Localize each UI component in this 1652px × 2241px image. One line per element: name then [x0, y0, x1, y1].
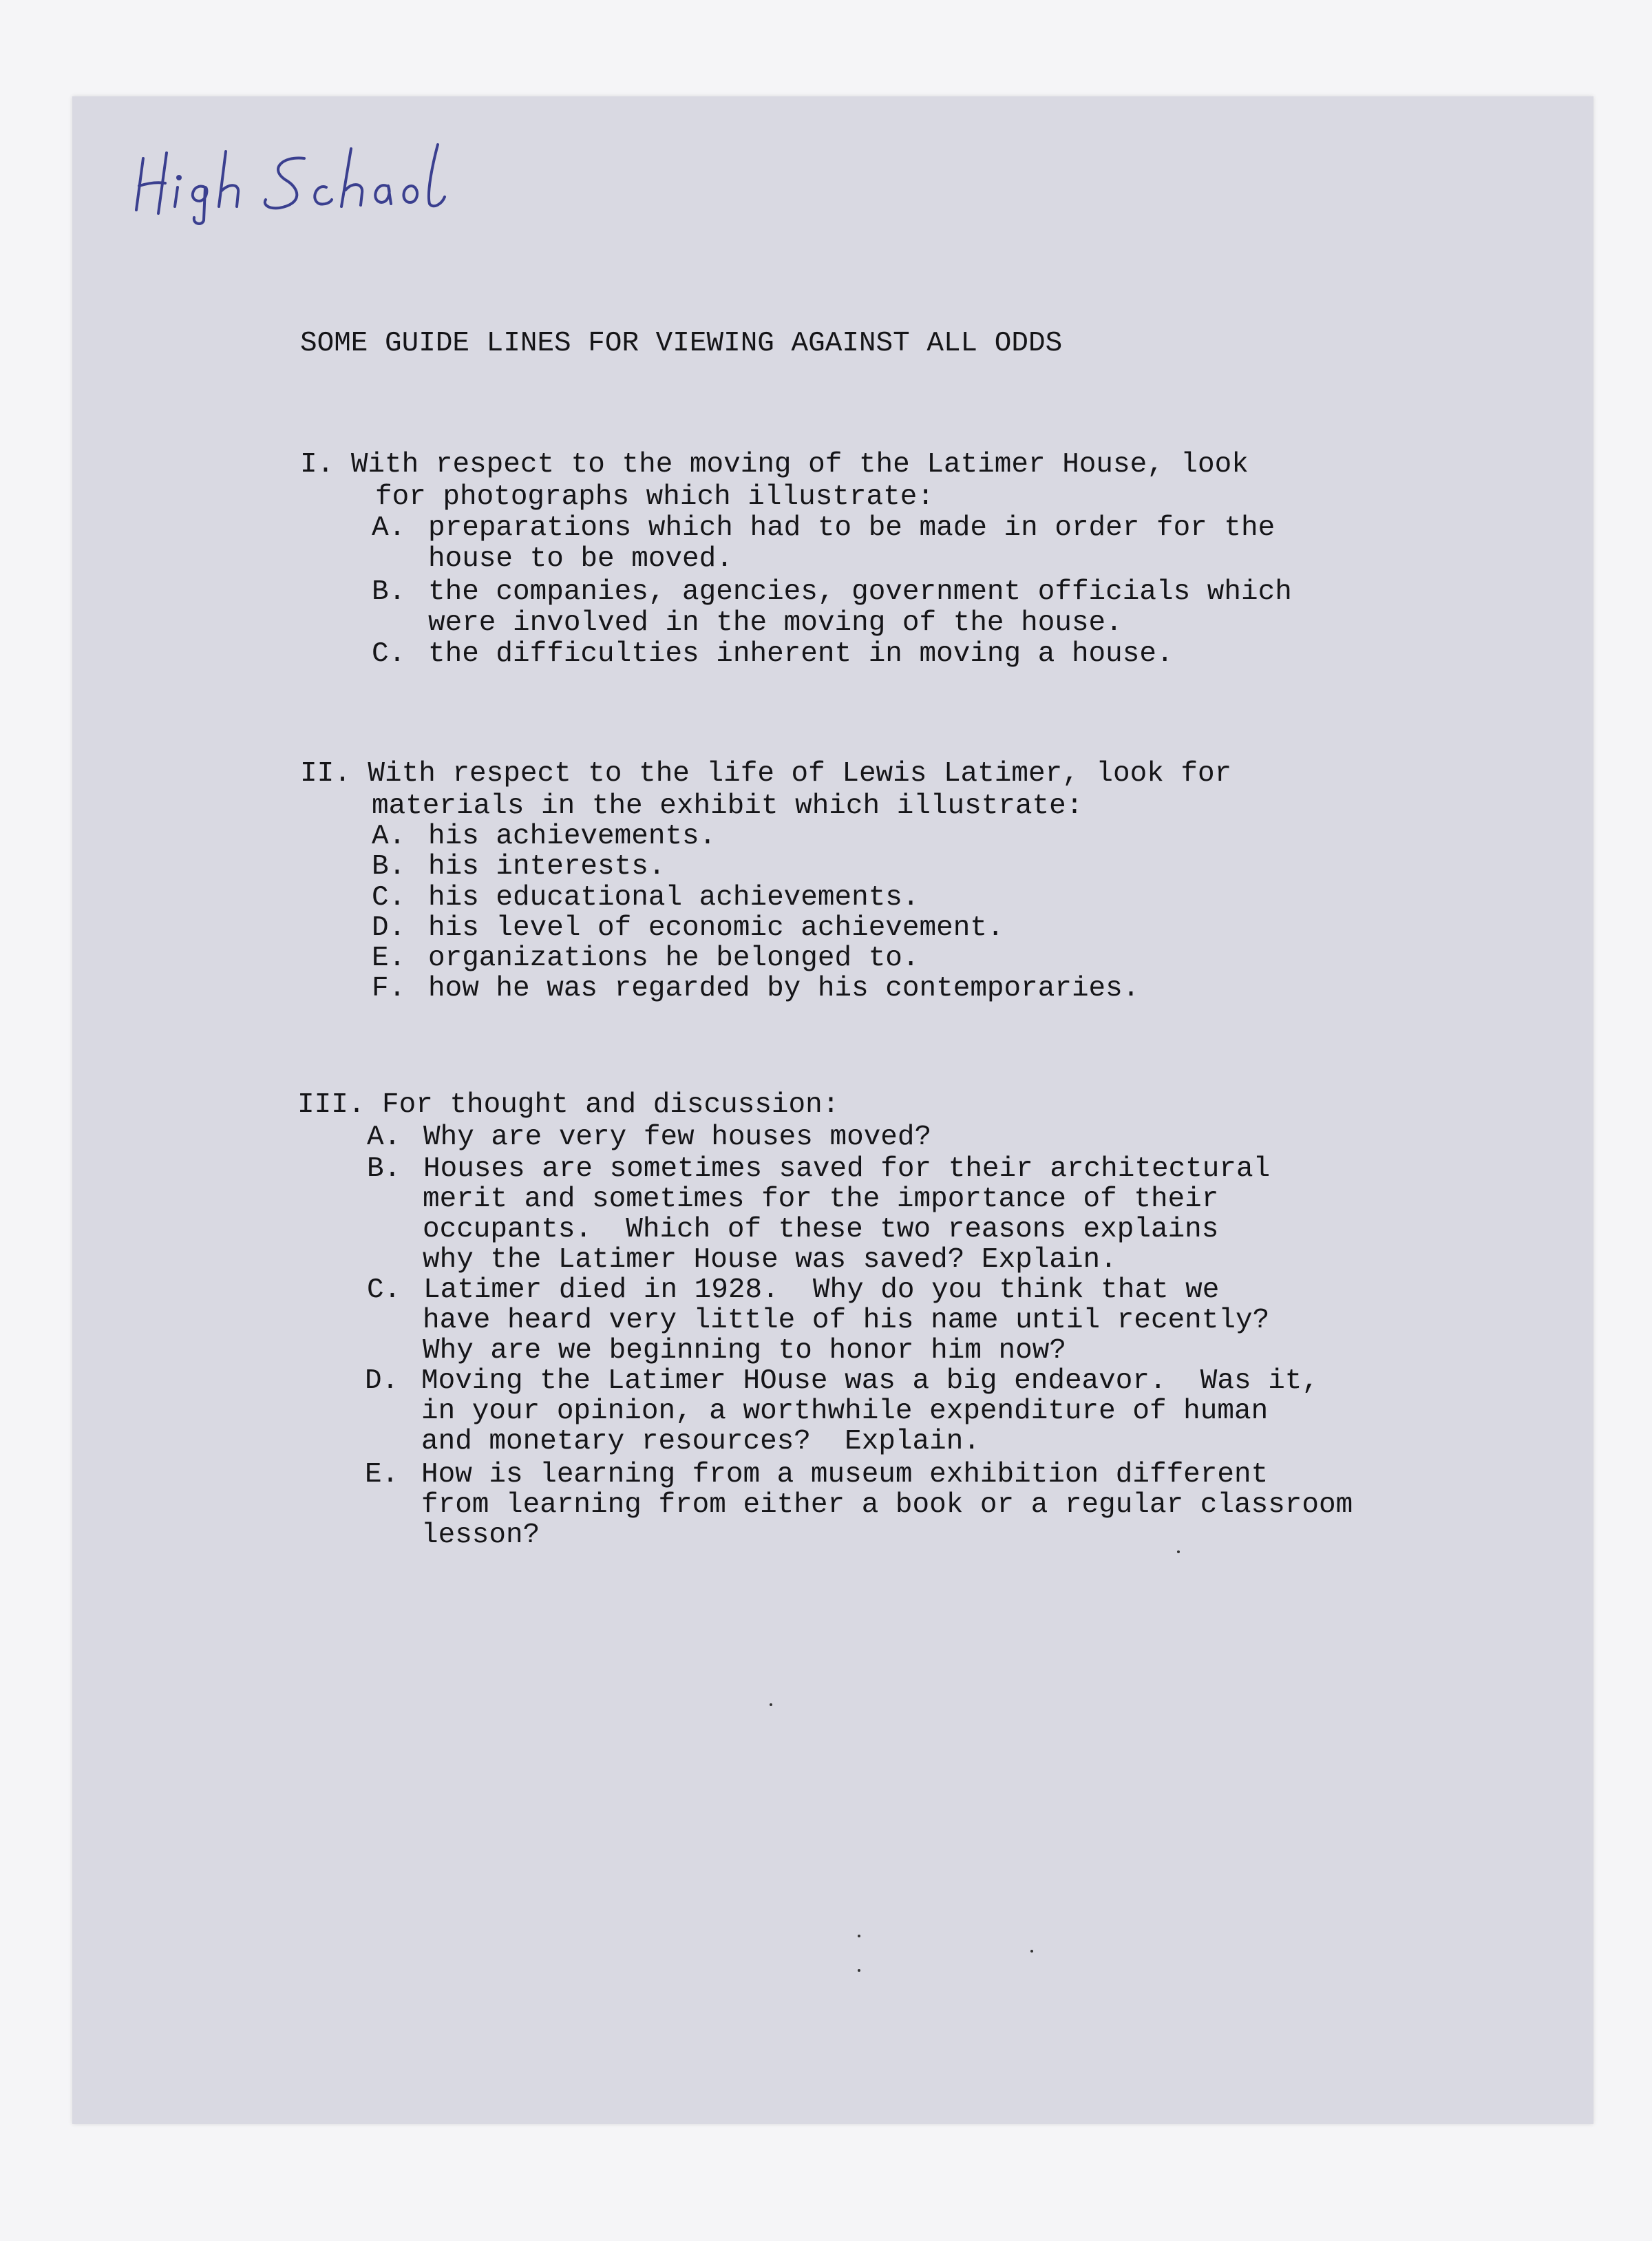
list-item-cont: merit and sometimes for the importance of their [423, 1183, 1219, 1215]
item-label: B. [372, 576, 406, 608]
handwritten-note-signature [131, 138, 461, 227]
list-item [367, 1154, 1270, 1184]
section-1-intro [300, 450, 1249, 480]
list-item [372, 974, 1139, 1004]
list-item-cont: Why are we beginning to honor him now? [423, 1335, 1066, 1367]
paper-speck [770, 1703, 772, 1706]
item-label: A. [372, 821, 406, 852]
item-label: C. [367, 1274, 401, 1306]
item-text: the companies, agencies, government officials which [428, 576, 1292, 608]
list-item [367, 1275, 1219, 1305]
list-item [372, 639, 1174, 669]
list-item [365, 1460, 1268, 1490]
item-label: B. [372, 851, 406, 883]
section-text: For thought and discussion: [382, 1089, 840, 1121]
list-item-cont: were involved in the moving of the house. [428, 607, 1123, 639]
item-text: Houses are sometimes saved for their architectural [423, 1153, 1271, 1185]
section-2-intro-cont: materials in the exhibit which illustrate: [372, 790, 1083, 822]
document-title: SOME GUIDE LINES FOR VIEWING AGAINST ALL ODDS [300, 328, 1063, 359]
list-item [372, 513, 1275, 543]
list-item-cont: from learning from either a book or a regular classroom [421, 1489, 1353, 1521]
list-item [372, 577, 1292, 607]
list-item-cont: lesson? [421, 1519, 540, 1551]
section-text: With respect to the life of Lewis Latimer, look for [368, 758, 1232, 790]
paper-speck [858, 1969, 860, 1972]
item-label: F. [372, 973, 406, 1004]
list-item [372, 821, 716, 852]
item-label: A. [372, 512, 406, 544]
item-label: C. [372, 882, 406, 914]
list-item [372, 883, 920, 913]
list-item-cont: have heard very little of his name until recently? [423, 1305, 1270, 1336]
item-text: his achievements. [428, 821, 717, 852]
item-text: his interests. [428, 851, 666, 883]
paper-speck [1177, 1550, 1180, 1553]
list-item [365, 1366, 1319, 1396]
item-text: preparations which had to be made in order for the [428, 512, 1275, 544]
item-text: his educational achievements. [428, 882, 920, 914]
item-label: D. [365, 1365, 399, 1397]
item-label: E. [365, 1459, 399, 1491]
item-label: B. [367, 1153, 401, 1185]
item-text: Why are very few houses moved? [423, 1122, 932, 1153]
item-text: How is learning from a museum exhibition different [421, 1459, 1269, 1491]
item-text: organizations he belonged to. [428, 943, 920, 974]
section-numeral: I. [300, 449, 335, 481]
section-3-intro [297, 1090, 839, 1120]
item-text: his level of economic achievement. [428, 912, 1004, 944]
list-item [372, 943, 920, 974]
item-label: D. [372, 912, 406, 944]
section-1-intro-cont: for photographs which illustrate: [375, 481, 934, 513]
paper-speck [1030, 1950, 1033, 1953]
list-item [372, 852, 665, 882]
list-item-cont: in your opinion, a worthwhile expenditure of human [421, 1396, 1269, 1427]
section-numeral: II. [300, 758, 351, 790]
paper-speck [858, 1935, 860, 1937]
section-text: With respect to the moving of the Latimer House, look [350, 449, 1249, 481]
section-numeral: III. [297, 1089, 366, 1121]
list-item-cont: occupants. Which of these two reasons explains [423, 1214, 1219, 1245]
item-text: Moving the Latimer HOuse was a big endeavor. Was it, [421, 1365, 1320, 1397]
item-label: E. [372, 943, 406, 974]
list-item-cont: and monetary resources? Explain. [421, 1426, 980, 1458]
item-text: how he was regarded by his contemporaries. [428, 973, 1140, 1004]
item-label: A. [367, 1122, 401, 1153]
item-text: Latimer died in 1928. Why do you think that we [423, 1274, 1220, 1306]
item-text: the difficulties inherent in moving a house. [428, 638, 1174, 670]
list-item-cont: house to be moved. [428, 543, 733, 575]
list-item [367, 1122, 931, 1153]
item-label: C. [372, 638, 406, 670]
section-2-intro [300, 759, 1231, 789]
list-item [372, 913, 1004, 943]
list-item-cont: why the Latimer House was saved? Explain. [423, 1244, 1117, 1276]
